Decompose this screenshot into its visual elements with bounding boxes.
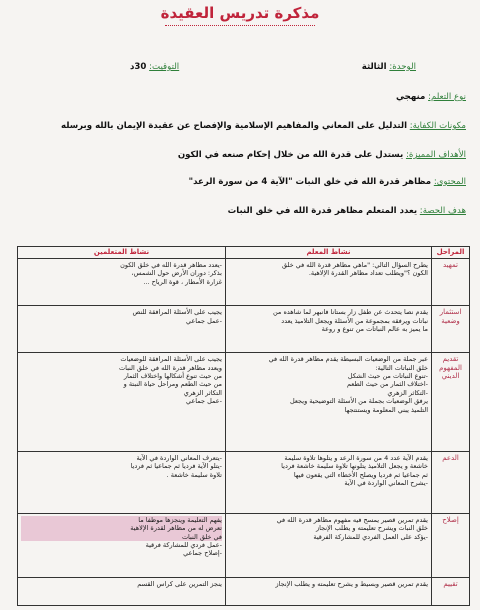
teacher-cell (226, 513, 432, 577)
duration-value: 30د (130, 62, 147, 72)
teacher-cell (226, 578, 432, 606)
learner-cell (18, 306, 226, 353)
content-row (189, 177, 466, 188)
learner-line: ينجز التمرين على كراس القسم (137, 580, 222, 589)
learner-line: -يعدد مظاهر قدرة الله في خلق الكون (120, 261, 222, 269)
phase-cell: تقييم (432, 578, 470, 606)
unit-value: الثالثة (361, 62, 387, 72)
objectives-key: الأهداف المميزة: (405, 150, 466, 160)
teacher-line: -يؤكد على العمل الفردي للمشاركة الفرقية (313, 532, 428, 541)
learner-line: يفهم التعليمة وينجزها موظفا ما (21, 516, 222, 524)
phase-cell: استثمار وضعية (432, 306, 470, 353)
content-value: مظاهر قدرة الله في خلق النبات "الآية 4 من سورة الرعد" (188, 177, 432, 187)
teacher-cell (226, 306, 432, 353)
learner-line: يجيب على الأسئلة المرافقة للنص (132, 308, 222, 317)
learner-line: يجيب على الأسئلة المرافقة للوضعيات (120, 355, 222, 364)
learner-line: تلاوة سليمة خاشعة . (166, 470, 222, 479)
teacher-line: عبر جملة من الوضعيات البسيطة يقدم مظاهر قدرة الله في (268, 355, 428, 364)
learning-type-value: منهجي (395, 92, 426, 102)
teacher-line: ما يميز به عالم النباتات من تنوع و روعة (321, 324, 428, 333)
teacher-cell (226, 451, 432, 513)
teacher-line: -تنوع النباتات من حيث الشكل (347, 372, 428, 381)
learner-cell (18, 353, 226, 452)
learner-line: -عمل جماعي (185, 316, 222, 325)
phase-cell: الدعم (432, 451, 470, 513)
learner-line: غزارة الأمطار ، قوة الرياح ... (143, 277, 222, 286)
teacher-line: يرفق الوضعيات بجملة من الأسئلة التوضيحية ويجعل (290, 397, 428, 406)
phase-cell: إصلاح (432, 513, 470, 577)
lesson-table (17, 246, 470, 606)
learner-cell (18, 513, 226, 577)
components-key: مكونات الكفاية: (409, 121, 466, 131)
teacher-cell (226, 259, 432, 306)
duration-row (130, 62, 179, 72)
teacher-line: يطرح السؤال التالي: "ماهي مظاهر قدرة الله في خلق (282, 261, 428, 269)
unit-key: الوحدة: (389, 62, 416, 72)
learner-cell (18, 578, 226, 606)
session-goal-key: هدف الحصة: (419, 206, 466, 216)
learner-cell (18, 451, 226, 513)
content-key: المحتوى: (433, 177, 466, 187)
duration-key: التوقيت: (149, 62, 180, 72)
objectives-row (178, 150, 466, 161)
table-row (18, 451, 470, 513)
phase-cell: تمهيد (432, 259, 470, 306)
teacher-line: خلق النباتات التالية: (375, 363, 428, 372)
teacher-line: خاشعة و يجعل التلاميذ يتلونها تلاوة سليمة خاشعة فرديا (281, 462, 428, 471)
teacher-line: ثم جماعيا ثم فرديا ويصلح الأخطاء التي يقعون فيها (293, 470, 428, 479)
teacher-line: -اختلاف الثمار من حيث الطعم (346, 380, 428, 389)
teacher-line: يقدم تمرين قصير وبسيط و يشرح تعليمته و يطلب الإنجاز (275, 580, 428, 589)
header-phase: المراحل (432, 247, 470, 259)
learner-line: -عمل فردي للمشاركة فرقية (145, 541, 222, 550)
title-underline (165, 24, 315, 26)
teacher-line: التلميذ يبني المعلومة ويستنتجها (344, 405, 428, 414)
learner-line: ويعدد مظاهر قدرة الله في خلق النبات (118, 363, 222, 372)
teacher-line: نباتات ويرفقه بمجموعة من الأسئلة ويجعل التلاميذ يعدد (281, 316, 428, 325)
learning-type-key: نوع التعلم: (428, 92, 466, 102)
learner-line: -يتعرف المعاني الواردة في الآية (136, 453, 222, 462)
learner-line: -يتلو الآية فرديا ثم جماعيا ثم فرديا (130, 462, 222, 471)
teacher-line: يقدم نصا يتحدث عن طفل زار بستانا فانبهر لما شاهده من (272, 308, 428, 317)
learner-line: التكاثر الزهري (183, 388, 222, 397)
teacher-line: الكون ؟"ويطلب تعداد مظاهر القدرة الإلاهية. (308, 269, 428, 278)
objectives-value: يستدل على قدرة الله من خلال إحكام صنعه في الكون (177, 150, 404, 160)
learner-line: من حيث الطعم ومراحل حياة النبتة و (123, 380, 222, 389)
phase-cell: تقديم المفهوم الديني (432, 353, 470, 452)
learner-line: -عمل جماعي (185, 397, 222, 406)
header-learner: نشاط المتعلمين (18, 247, 226, 259)
learner-line: في خلق النبات (21, 533, 222, 541)
components-row (61, 121, 466, 132)
components-value: التدليل على المعاني والمفاهيم الإسلامية والإفصاح عن عقيدة الإيمان بالله وبرسله (61, 121, 408, 131)
table-row (18, 578, 470, 606)
teacher-line: يقدم الآية عدد 4 من سورة الرعد و يتلوها تلاوة سليمة (284, 453, 428, 462)
table-row (18, 306, 470, 353)
teacher-cell (226, 353, 432, 452)
table-header-row (18, 247, 470, 259)
table-row (18, 259, 470, 306)
teacher-line: يقدم تمرين قصير يمسح فيه مفهوم مظاهر قدرة الله في (276, 515, 428, 524)
learner-line: من حيث تنوع أشكالها واختلاف الثمار (123, 372, 222, 381)
teacher-line: -يشرح المعاني الواردة في الآية (344, 478, 428, 487)
learner-line: -إصلاح جماعي (183, 549, 222, 558)
teacher-line: -التكاثر الزهري (387, 388, 428, 397)
teacher-line: خلق النبات ويشرح تعليمته و يطلب الإنجاز (315, 524, 428, 533)
learner-line: تعرض له من مظاهر لقدرة الإلاهية (21, 524, 222, 532)
learner-cell (18, 259, 226, 306)
session-goal-row (228, 206, 466, 217)
table-row (18, 353, 470, 452)
page-title: مذكرة تدريس العقيدة (160, 4, 320, 22)
unit-row (362, 62, 416, 73)
learning-type-row (396, 92, 466, 103)
table-row (18, 513, 470, 577)
learner-line: بذكر: دوران الأرض حول الشمس، (131, 269, 222, 278)
header-teacher: نشاط المعلم (226, 247, 432, 259)
session-goal-value: يعدد المتعلم مظاهر قدرة الله في خلق النبات (227, 206, 418, 216)
